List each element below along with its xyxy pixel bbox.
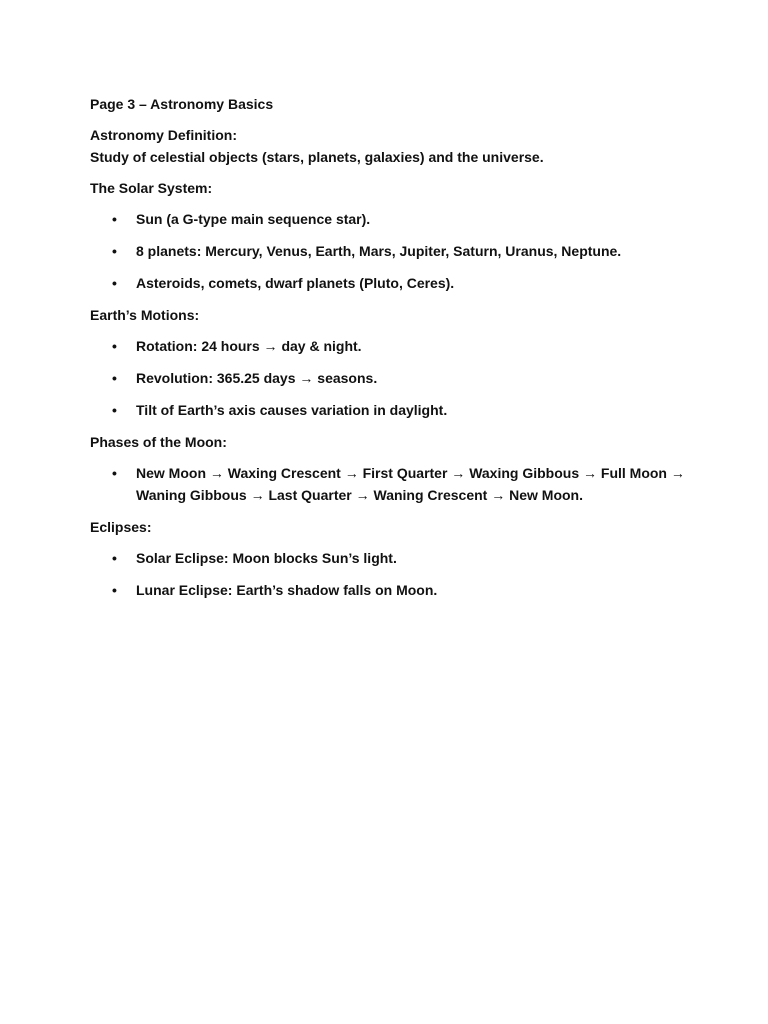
list-item-text: Lunar Eclipse: Earth’s shadow falls on Moon. [136, 582, 438, 598]
solar-system-heading: The Solar System: [90, 180, 213, 196]
list-item-text: 8 planets: Mercury, Venus, Earth, Mars, Jupiter, Saturn, Uranus, Neptune. [136, 243, 622, 259]
list-item [90, 208, 690, 230]
list-item [90, 335, 690, 357]
bullet-icon: • [112, 550, 117, 566]
moon-phases-heading: Phases of the Moon: [90, 434, 227, 450]
bullet-icon: • [112, 338, 117, 354]
list-item [90, 399, 690, 421]
bullet-icon: • [112, 275, 117, 291]
list-item-text: Tilt of Earth’s axis causes variation in daylight. [136, 402, 448, 418]
bullet-icon: • [112, 211, 117, 227]
eclipses-heading: Eclipses: [90, 519, 152, 535]
bullet-icon: • [112, 370, 117, 386]
solar-system-list [90, 208, 690, 294]
definition-heading: Astronomy Definition: [90, 127, 237, 143]
page-content [90, 93, 690, 611]
bullet-icon: • [112, 402, 117, 418]
list-item [90, 547, 690, 569]
bullet-icon: • [112, 465, 117, 481]
list-item-text: Revolution: 365.25 days → seasons. [136, 370, 378, 386]
list-item [90, 240, 690, 262]
earth-motions-list [90, 335, 690, 421]
page-title: Page 3 – Astronomy Basics [90, 96, 274, 112]
list-item-text: Asteroids, comets, dwarf planets (Pluto, Ceres). [136, 275, 455, 291]
earth-motions-heading: Earth’s Motions: [90, 307, 200, 323]
list-item-text: Solar Eclipse: Moon blocks Sun’s light. [136, 550, 397, 566]
eclipses-list [90, 547, 690, 601]
list-item [90, 367, 690, 389]
list-item [90, 272, 690, 294]
bullet-icon: • [112, 582, 117, 598]
list-item-text: New Moon → Waxing Crescent → First Quarter → Waxing Gibbous → Full Moon → Waning Gibbous → Last Quarter → Waning Crescent → New Moon. [136, 465, 685, 503]
moon-phases-list [90, 462, 690, 506]
bullet-icon: • [112, 243, 117, 259]
list-item-text: Sun (a G-type main sequence star). [136, 211, 371, 227]
list-item [90, 462, 690, 506]
list-item-text: Rotation: 24 hours → day & night. [136, 338, 362, 354]
definition-text: Study of celestial objects (stars, planets, galaxies) and the universe. [90, 149, 544, 165]
list-item [90, 579, 690, 601]
